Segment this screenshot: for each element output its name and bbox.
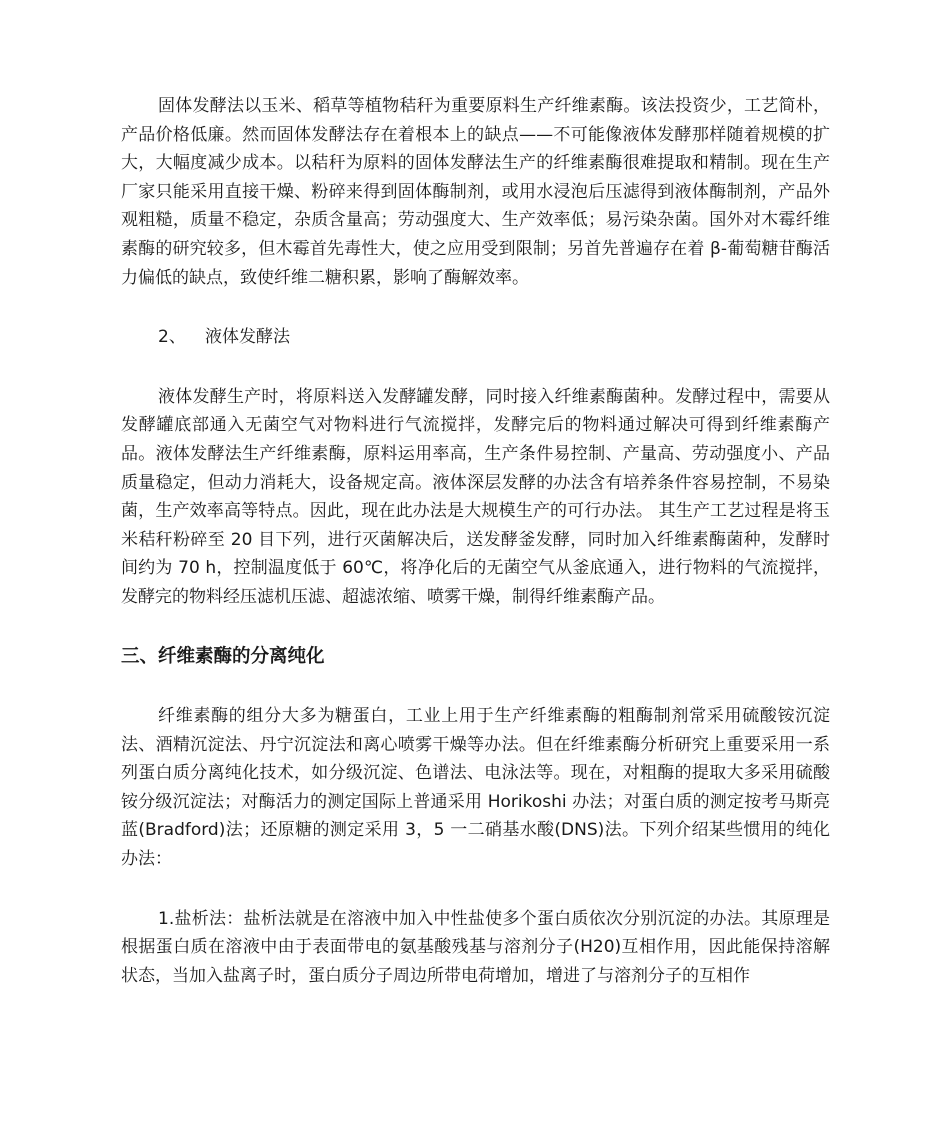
subheading-title: 液体发酵法 [205,327,290,348]
paragraph-purification-intro: 纤维素酶的组分大多为糖蛋白，工业上用于生产纤维素酶的粗酶制剂常采用硫酸铵沉淀法、酒精沉淀法、丹宁沉淀法和离心喷雾干燥等办法。但在纤维素酶分析研究上重要采用一系列蛋白质分离纯化技术，如分级沉淀、色谱法、电泳法等。现在，对粗酶的提取大多采用硫酸铵分级沉淀法；对酶活力的测定国际上普通采用 Horikoshi 办法；对蛋白质的测定按考马斯亮蓝(Bradford)法；还原糖的测定采用 3，5 一二硝基水酸(DNS)法。下列介绍某些惯用的纯化办法： [121,706,830,870]
paragraph-liquid-fermentation: 液体发酵生产时，将原料送入发酵罐发酵，同时接入纤维素酶菌种。发酵过程中，需要从发酵罐底部通入无菌空气对物料进行气流搅拌，发酵完后的物料通过解决可得到纤维素酶产品。液体发酵法生产纤维素酶，原料运用率高，生产条件易控制、产量高、劳动强度小、产品质量稳定，但动力消耗大，设备规定高。液体深层发酵的办法含有培养条件容易控制，不易染菌，生产效率高等特点。因此，现在此办法是大规模生产的可行办法。 其生产工艺过程是将玉米秸秆粉碎至 20 目下列，进行灭菌解决后，送发酵釜发酵，同时加入纤维素酶菌种，发酵时间约为 70 h，控制温度低于 60℃，将净化后的无菌空气从釜底通入，进行物料的气流搅拌，发酵完的物料经压滤机压滤、超滤浓缩、喷雾干燥，制得纤维素酶产品。 [121,386,830,607]
paragraph-solid-fermentation: 固体发酵法以玉米、稻草等植物秸秆为重要原料生产纤维素酶。该法投资少，工艺简朴，产品价格低廉。然而固体发酵法存在着根本上的缺点——不可能像液体发酵那样随着规模的扩大，大幅度减少成本。以秸秆为原料的固体发酵法生产的纤维素酶很难提取和精制。现在生产厂家只能采用直接干燥、粉碎来得到固体酶制剂，或用水浸泡后压滤得到液体酶制剂，产品外观粗糙，质量不稳定，杂质含量高；劳动强度大、生产效率低；易污染杂菌。国外对木霉纤维素酶的研究较多，但木霉首先毒性大，使之应用受到限制；另首先普遍存在着 β-葡萄糖苷酶活力偏低的缺点，致使纤维二糖积累，影响了酶解效率。 [121,96,830,288]
section-heading-separation-purification: 三、纤维素酶的分离纯化 [121,645,325,667]
subheading-liquid-fermentation [121,323,830,352]
paragraph-salting-out: 1.盐析法：盐析法就是在溶液中加入中性盐使多个蛋白质依次分别沉淀的办法。其原理是根据蛋白质在溶液中由于表面带电的氨基酸残基与溶剂分子(H20)互相作用，因此能保持溶解状态，当加入盐离子时，蛋白质分子周边所带电荷增加，增进了与溶剂分子的互相作 [121,908,830,986]
subheading-number: 2、 [158,327,186,348]
